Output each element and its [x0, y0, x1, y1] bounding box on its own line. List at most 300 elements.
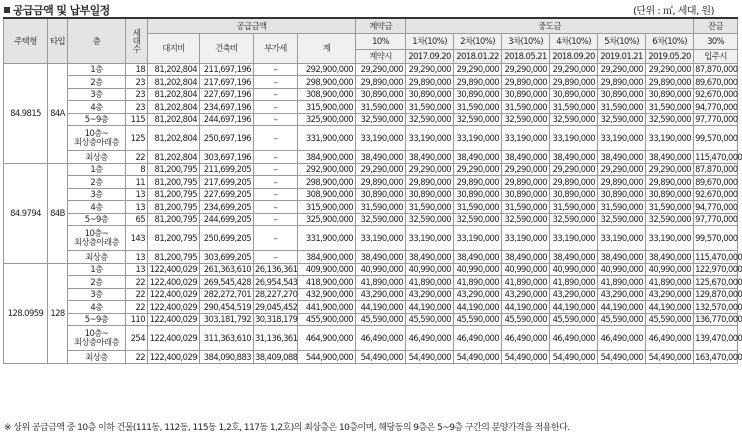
land-price-cell: 122,400,029	[148, 288, 200, 301]
building-price-cell: 234,699,205	[200, 201, 254, 214]
vat-cell: 30,318,179	[255, 314, 298, 325]
floor-cell: 10층~ 최상층아래층	[68, 226, 126, 251]
middle-payment-4-cell: 33,190,000	[550, 226, 598, 251]
middle-payment-2-cell: 43,290,000	[454, 288, 502, 301]
total-price-cell: 298,900,000	[298, 76, 356, 89]
contract-cell: 29,890,000	[356, 176, 406, 189]
table-row	[4, 288, 738, 301]
middle-payment-3-cell: 54,490,000	[502, 351, 550, 364]
floor-cell: 3층	[68, 188, 126, 201]
floor-cell: 10층~ 최상층아래층	[68, 126, 126, 151]
land-price-cell: 81,202,804	[148, 113, 200, 126]
middle-payment-3-cell: 44,190,000	[502, 301, 550, 314]
housing-type-cell: 84.9794	[4, 163, 48, 263]
middle-payment-1-cell: 32,590,000	[406, 213, 454, 226]
middle-payment-6-cell: 31,590,000	[646, 101, 694, 114]
units-cell: 23	[126, 76, 148, 89]
middle-payment-5-cell: 31,590,000	[598, 201, 646, 214]
land-price-cell: 122,400,029	[148, 276, 200, 289]
building-price-cell: 261,363,610	[200, 263, 254, 276]
middle-payment-5-cell: 38,490,000	[598, 251, 646, 264]
middle-payment-4-cell: 29,290,000	[550, 163, 598, 176]
middle-payment-6-cell: 30,890,000	[646, 88, 694, 101]
land-price-cell: 81,202,804	[148, 76, 200, 89]
building-price-cell: 217,699,205	[200, 176, 254, 189]
contract-cell: 43,290,000	[356, 288, 406, 301]
header-vat: 부가세	[254, 33, 298, 63]
header-mid-5-date: 2019.01.21	[598, 49, 646, 63]
price-table-body	[4, 63, 742, 363]
header-balance-pct: 30%	[694, 33, 738, 49]
table-row	[4, 276, 738, 289]
middle-payment-5-cell: 44,190,000	[598, 301, 646, 314]
header-contract: 계약금	[356, 18, 406, 33]
table-row	[4, 76, 738, 89]
header-mid-3: 3차(10%)	[502, 33, 550, 49]
middle-payment-6-cell: 29,290,000	[646, 163, 694, 176]
middle-payment-3-cell: 33,190,000	[502, 126, 550, 151]
header-mid-3-date: 2018.05.21	[502, 49, 550, 63]
middle-payment-3-cell: 38,490,000	[502, 251, 550, 264]
middle-payment-1-cell: 45,590,000	[406, 313, 454, 326]
table-row	[4, 313, 738, 326]
middle-payment-2-cell: 29,890,000	[454, 76, 502, 89]
middle-payment-1-cell: 33,190,000	[406, 126, 454, 151]
middle-payment-5-cell: 43,290,000	[598, 288, 646, 301]
floor-cell: 3층	[68, 288, 126, 301]
middle-payment-3-cell: 46,490,000	[502, 326, 550, 351]
vat-cell: –	[254, 63, 298, 76]
header-supply-price: 공급금액	[148, 18, 356, 33]
contract-cell: 30,890,000	[356, 188, 406, 201]
floor-cell: 5~9층	[68, 213, 126, 226]
balance-cell: 163,470,000	[695, 351, 742, 362]
header-building: 건축비	[200, 33, 254, 63]
middle-payment-6-cell: 29,890,000	[646, 176, 694, 189]
balance-cell: 139,470,000	[694, 326, 738, 351]
contract-cell: 29,890,000	[356, 76, 406, 89]
units-cell: 13	[126, 251, 148, 264]
total-price-cell: 292,900,000	[298, 63, 356, 76]
balance-cell: 87,870,000	[695, 64, 738, 75]
middle-payment-5-cell: 29,290,000	[598, 63, 646, 76]
middle-payment-5-cell: 29,890,000	[598, 76, 646, 89]
middle-payment-3-cell: 43,290,000	[502, 288, 550, 301]
land-price-cell: 81,200,795	[148, 188, 200, 201]
floor-cell: 최상층	[68, 251, 126, 264]
vat-cell: 38,409,088	[255, 351, 298, 362]
contract-cell: 32,590,000	[356, 113, 406, 126]
middle-payment-1-cell: 38,490,000	[406, 251, 454, 264]
balance-cell: 97,770,000	[695, 114, 738, 125]
middle-payment-6-cell: 31,590,000	[646, 201, 694, 214]
vat-cell: –	[254, 163, 298, 176]
land-price-cell: 122,400,029	[148, 301, 200, 314]
balance-cell: 92,670,000	[695, 89, 738, 100]
middle-payment-4-cell: 29,890,000	[550, 176, 598, 189]
building-price-cell: 290,454,519	[200, 301, 254, 314]
middle-payment-1-cell: 29,290,000	[406, 63, 454, 76]
type-cell: 84A	[48, 63, 68, 163]
housing-type-cell: 84.9815	[4, 63, 48, 163]
balance-cell: 92,670,000	[695, 189, 738, 200]
middle-payment-5-cell: 31,590,000	[598, 101, 646, 114]
middle-payment-5-cell: 30,890,000	[598, 88, 646, 101]
middle-payment-5-cell: 29,890,000	[598, 176, 646, 189]
middle-payment-3-cell: 41,890,000	[502, 276, 550, 289]
header-balance: 잔금	[694, 18, 738, 33]
contract-cell: 31,590,000	[356, 201, 406, 214]
middle-payment-1-cell: 29,890,000	[406, 176, 454, 189]
middle-payment-2-cell: 31,590,000	[454, 101, 502, 114]
type-cell: 128	[48, 263, 68, 363]
middle-payment-6-cell: 46,490,000	[646, 326, 694, 351]
middle-payment-1-cell: 31,590,000	[406, 201, 454, 214]
header-housing-type: 주택형	[4, 18, 48, 63]
middle-payment-1-cell: 32,590,000	[406, 113, 454, 126]
building-price-cell: 244,697,196	[200, 113, 254, 126]
header-mid-6-date: 2019.05.20	[646, 49, 694, 63]
total-price-cell: 455,900,000	[298, 313, 356, 326]
units-cell: 125	[126, 126, 148, 151]
price-schedule-table	[3, 17, 742, 364]
land-price-cell: 81,200,795	[148, 213, 200, 226]
middle-payment-2-cell: 31,590,000	[454, 201, 502, 214]
floor-cell: 2층	[68, 276, 126, 289]
middle-payment-6-cell: 33,190,000	[646, 126, 694, 151]
total-price-cell: 464,900,000	[298, 326, 356, 351]
contract-cell: 33,190,000	[356, 126, 406, 151]
middle-payment-4-cell: 38,490,000	[550, 151, 598, 164]
middle-payment-5-cell: 41,890,000	[598, 276, 646, 289]
middle-payment-3-cell: 31,590,000	[502, 201, 550, 214]
total-price-cell: 331,900,000	[298, 226, 356, 251]
middle-payment-1-cell: 54,490,000	[406, 351, 454, 364]
land-price-cell: 81,200,795	[148, 176, 200, 189]
table-row	[4, 151, 738, 164]
land-price-cell: 122,400,029	[148, 326, 200, 351]
balance-cell: 94,770,000	[695, 201, 738, 212]
units-cell: 13	[126, 188, 148, 201]
middle-payment-1-cell: 33,190,000	[406, 226, 454, 251]
table-row	[4, 226, 738, 251]
middle-payment-5-cell: 45,590,000	[598, 313, 646, 326]
contract-cell: 33,190,000	[356, 226, 406, 251]
balance-cell: 87,870,000	[695, 164, 738, 175]
middle-payment-2-cell: 38,490,000	[454, 151, 502, 164]
middle-payment-2-cell: 46,490,000	[454, 326, 502, 351]
middle-payment-3-cell: 29,290,000	[502, 63, 550, 76]
middle-payment-4-cell: 40,990,000	[550, 263, 598, 276]
middle-payment-4-cell: 45,590,000	[550, 313, 598, 326]
contract-cell: 41,890,000	[356, 276, 406, 289]
units-cell: 22	[126, 288, 148, 301]
table-row	[4, 126, 738, 151]
middle-payment-2-cell: 32,590,000	[454, 113, 502, 126]
floor-cell: 1층	[68, 63, 126, 76]
middle-payment-6-cell: 38,490,000	[646, 251, 694, 264]
middle-payment-3-cell: 32,590,000	[502, 113, 550, 126]
land-price-cell: 81,200,795	[148, 226, 200, 251]
middle-payment-1-cell: 29,290,000	[406, 163, 454, 176]
middle-payment-4-cell: 38,490,000	[550, 251, 598, 264]
building-price-cell: 303,699,205	[200, 251, 254, 264]
building-price-cell: 250,697,196	[200, 126, 254, 151]
vat-cell: –	[254, 76, 298, 89]
type-cell: 84B	[48, 163, 68, 263]
balance-cell: 122,970,000	[695, 264, 742, 275]
land-price-cell: 81,200,795	[148, 251, 200, 264]
balance-cell: 115,470,000	[695, 151, 742, 162]
middle-payment-1-cell: 31,590,000	[406, 101, 454, 114]
balance-cell: 125,670,000	[695, 276, 742, 287]
table-row	[4, 263, 738, 276]
building-price-cell: 244,699,205	[200, 213, 254, 226]
land-price-cell: 81,202,804	[148, 63, 200, 76]
middle-payment-6-cell: 32,590,000	[646, 213, 694, 226]
middle-payment-3-cell: 29,890,000	[502, 176, 550, 189]
header-mid-1-date: 2017.09.20	[406, 49, 454, 63]
balance-cell: 132,570,000	[695, 301, 742, 312]
units-cell: 11	[126, 176, 148, 189]
table-row	[4, 163, 738, 176]
balance-cell: 115,470,000	[695, 251, 742, 262]
balance-cell: 94,770,000	[695, 101, 738, 112]
building-price-cell: 217,697,196	[200, 76, 254, 89]
middle-payment-4-cell: 32,590,000	[550, 113, 598, 126]
vat-cell: 26,136,361	[255, 264, 298, 275]
vat-cell: –	[254, 151, 298, 164]
middle-payment-4-cell: 54,490,000	[550, 351, 598, 364]
contract-cell: 30,890,000	[356, 88, 406, 101]
middle-payment-3-cell: 30,890,000	[502, 188, 550, 201]
balance-cell: 89,670,000	[695, 176, 738, 187]
units-cell: 13	[126, 263, 148, 276]
units-cell: 254	[126, 326, 148, 351]
middle-payment-2-cell: 29,890,000	[454, 176, 502, 189]
table-row	[4, 251, 738, 264]
building-price-cell: 250,699,205	[200, 226, 254, 251]
building-price-cell: 227,697,196	[200, 88, 254, 101]
middle-payment-1-cell: 38,490,000	[406, 151, 454, 164]
building-price-cell: 211,699,205	[200, 163, 254, 176]
middle-payment-2-cell: 29,290,000	[454, 163, 502, 176]
middle-payment-2-cell: 30,890,000	[454, 188, 502, 201]
table-row	[4, 88, 738, 101]
middle-payment-6-cell: 30,890,000	[646, 188, 694, 201]
middle-payment-6-cell: 54,490,000	[646, 351, 694, 364]
middle-payment-1-cell: 46,490,000	[406, 326, 454, 351]
floor-cell: 4층	[68, 201, 126, 214]
floor-cell: 1층	[68, 263, 126, 276]
units-cell: 23	[126, 88, 148, 101]
contract-cell: 44,190,000	[356, 301, 406, 314]
middle-payment-5-cell: 33,190,000	[598, 126, 646, 151]
middle-payment-2-cell: 33,190,000	[454, 226, 502, 251]
units-cell: 22	[126, 151, 148, 164]
header-units: 세대수	[126, 18, 148, 63]
middle-payment-1-cell: 30,890,000	[406, 88, 454, 101]
table-row	[4, 351, 738, 364]
middle-payment-5-cell: 32,590,000	[598, 113, 646, 126]
building-price-cell: 282,272,701	[200, 288, 254, 301]
table-row	[4, 176, 738, 189]
middle-payment-1-cell: 41,890,000	[406, 276, 454, 289]
total-price-cell: 441,900,000	[298, 301, 356, 314]
vat-cell: –	[254, 251, 298, 264]
floor-cell: 2층	[68, 176, 126, 189]
land-price-cell: 81,202,804	[148, 126, 200, 151]
middle-payment-4-cell: 31,590,000	[550, 201, 598, 214]
building-price-cell: 303,697,196	[200, 151, 254, 164]
middle-payment-5-cell: 54,490,000	[598, 351, 646, 364]
vat-cell: 26,954,543	[255, 276, 298, 287]
header-contract-when: 계약시	[356, 49, 406, 63]
table-row	[4, 188, 738, 201]
middle-payment-2-cell: 32,590,000	[454, 213, 502, 226]
building-price-cell: 384,090,883	[200, 351, 254, 364]
units-cell: 115	[126, 113, 148, 126]
contract-cell: 45,590,000	[356, 313, 406, 326]
middle-payment-4-cell: 32,590,000	[550, 213, 598, 226]
header-floor: 층	[68, 18, 126, 63]
middle-payment-2-cell: 45,590,000	[454, 313, 502, 326]
middle-payment-4-cell: 44,190,000	[550, 301, 598, 314]
middle-payment-3-cell: 29,890,000	[502, 76, 550, 89]
table-row	[4, 301, 738, 314]
contract-cell: 38,490,000	[356, 251, 406, 264]
table-row	[4, 113, 738, 126]
floor-cell: 10층~ 최상층아래층	[68, 326, 126, 351]
total-price-cell: 315,900,000	[298, 201, 356, 214]
floor-cell: 4층	[68, 101, 126, 114]
floor-cell: 3층	[68, 88, 126, 101]
total-price-cell: 308,900,000	[298, 88, 356, 101]
footnote: ※ 상위 공급금액 중 10층 이하 건물(111동, 112동, 115동 1,2호, 117동 1,2호)의 최상층은 10층이며, 해당동의 9층은 5~9층 구간의 분양가격을 적용한다.	[4, 423, 570, 433]
total-price-cell: 409,900,000	[298, 263, 356, 276]
units-cell: 110	[126, 313, 148, 326]
total-price-cell: 298,900,000	[298, 176, 356, 189]
header-type: 타입	[48, 18, 68, 63]
middle-payment-5-cell: 33,190,000	[598, 226, 646, 251]
land-price-cell: 122,400,029	[148, 313, 200, 326]
units-cell: 22	[126, 276, 148, 289]
floor-cell: 5~9층	[68, 113, 126, 126]
header-mid-2-date: 2018.01.22	[454, 49, 502, 63]
middle-payment-2-cell: 40,990,000	[454, 263, 502, 276]
middle-payment-2-cell: 33,190,000	[454, 126, 502, 151]
middle-payment-6-cell: 44,190,000	[646, 301, 694, 314]
building-price-cell: 234,697,196	[200, 101, 254, 114]
vat-cell: 28,227,270	[255, 289, 298, 300]
floor-cell: 5~9층	[68, 313, 126, 326]
middle-payment-3-cell: 29,290,000	[502, 163, 550, 176]
total-price-cell: 544,900,000	[298, 351, 356, 364]
floor-cell: 최상층	[68, 151, 126, 164]
middle-payment-6-cell: 40,990,000	[646, 263, 694, 276]
middle-payment-4-cell: 30,890,000	[550, 188, 598, 201]
building-price-cell: 211,697,196	[200, 63, 254, 76]
building-price-cell: 269,545,428	[200, 276, 254, 289]
total-price-cell: 308,900,000	[298, 188, 356, 201]
middle-payment-2-cell: 29,290,000	[454, 63, 502, 76]
vat-cell: –	[254, 101, 298, 114]
header-contract-pct: 10%	[356, 33, 406, 49]
header-mid-5: 5차(10%)	[598, 33, 646, 49]
building-price-cell: 311,363,610	[200, 326, 254, 351]
middle-payment-2-cell: 44,190,000	[454, 301, 502, 314]
middle-payment-4-cell: 46,490,000	[550, 326, 598, 351]
land-price-cell: 81,202,804	[148, 151, 200, 164]
middle-payment-5-cell: 32,590,000	[598, 213, 646, 226]
middle-payment-1-cell: 40,990,000	[406, 263, 454, 276]
vat-cell: –	[254, 126, 298, 151]
vat-cell: –	[254, 113, 298, 126]
vat-cell: –	[254, 88, 298, 101]
units-cell: 22	[126, 351, 148, 364]
vat-cell: –	[254, 201, 298, 214]
total-price-cell: 292,900,000	[298, 163, 356, 176]
housing-type-cell: 128.0959	[4, 263, 48, 363]
middle-payment-2-cell: 41,890,000	[454, 276, 502, 289]
building-price-cell: 227,699,205	[200, 188, 254, 201]
middle-payment-6-cell: 29,290,000	[646, 63, 694, 76]
middle-payment-4-cell: 33,190,000	[550, 126, 598, 151]
building-price-cell: 303,181,792	[200, 313, 254, 326]
contract-cell: 54,490,000	[356, 351, 406, 364]
middle-payment-3-cell: 40,990,000	[502, 263, 550, 276]
page-title: 공급금액 및 납부일정	[4, 2, 110, 18]
balance-cell: 99,570,000	[694, 126, 738, 151]
header-mid-1: 1차(10%)	[406, 33, 454, 49]
middle-payment-2-cell: 38,490,000	[454, 251, 502, 264]
middle-payment-4-cell: 41,890,000	[550, 276, 598, 289]
middle-payment-6-cell: 32,590,000	[646, 113, 694, 126]
middle-payment-3-cell: 32,590,000	[502, 213, 550, 226]
land-price-cell: 122,400,029	[148, 263, 200, 276]
land-price-cell: 81,202,804	[148, 88, 200, 101]
middle-payment-3-cell: 31,590,000	[502, 101, 550, 114]
balance-cell: 136,770,000	[695, 314, 742, 325]
unit-label: (단위 : ㎡, 세대, 원)	[632, 6, 714, 17]
middle-payment-4-cell: 30,890,000	[550, 88, 598, 101]
middle-payment-3-cell: 45,590,000	[502, 313, 550, 326]
balance-cell: 97,770,000	[695, 214, 738, 225]
middle-payment-4-cell: 43,290,000	[550, 288, 598, 301]
contract-cell: 29,290,000	[356, 163, 406, 176]
header-mid-6: 6차(10%)	[646, 33, 694, 49]
units-cell: 65	[126, 213, 148, 226]
middle-payment-6-cell: 33,190,000	[646, 226, 694, 251]
header-middle: 중도금	[406, 18, 694, 33]
header-mid-4: 4차(10%)	[550, 33, 598, 49]
land-price-cell: 81,200,795	[148, 201, 200, 214]
land-price-cell: 81,200,795	[148, 163, 200, 176]
middle-payment-4-cell: 31,590,000	[550, 101, 598, 114]
vat-cell: –	[254, 188, 298, 201]
middle-payment-6-cell: 43,290,000	[646, 288, 694, 301]
vat-cell: –	[254, 226, 298, 251]
land-price-cell: 81,202,804	[148, 101, 200, 114]
balance-cell: 89,670,000	[695, 76, 738, 87]
floor-cell: 1층	[68, 163, 126, 176]
total-price-cell: 384,900,000	[298, 251, 356, 264]
middle-payment-6-cell: 29,890,000	[646, 76, 694, 89]
middle-payment-5-cell: 38,490,000	[598, 151, 646, 164]
total-price-cell: 325,900,000	[298, 113, 356, 126]
middle-payment-5-cell: 30,890,000	[598, 188, 646, 201]
middle-payment-4-cell: 29,290,000	[550, 63, 598, 76]
